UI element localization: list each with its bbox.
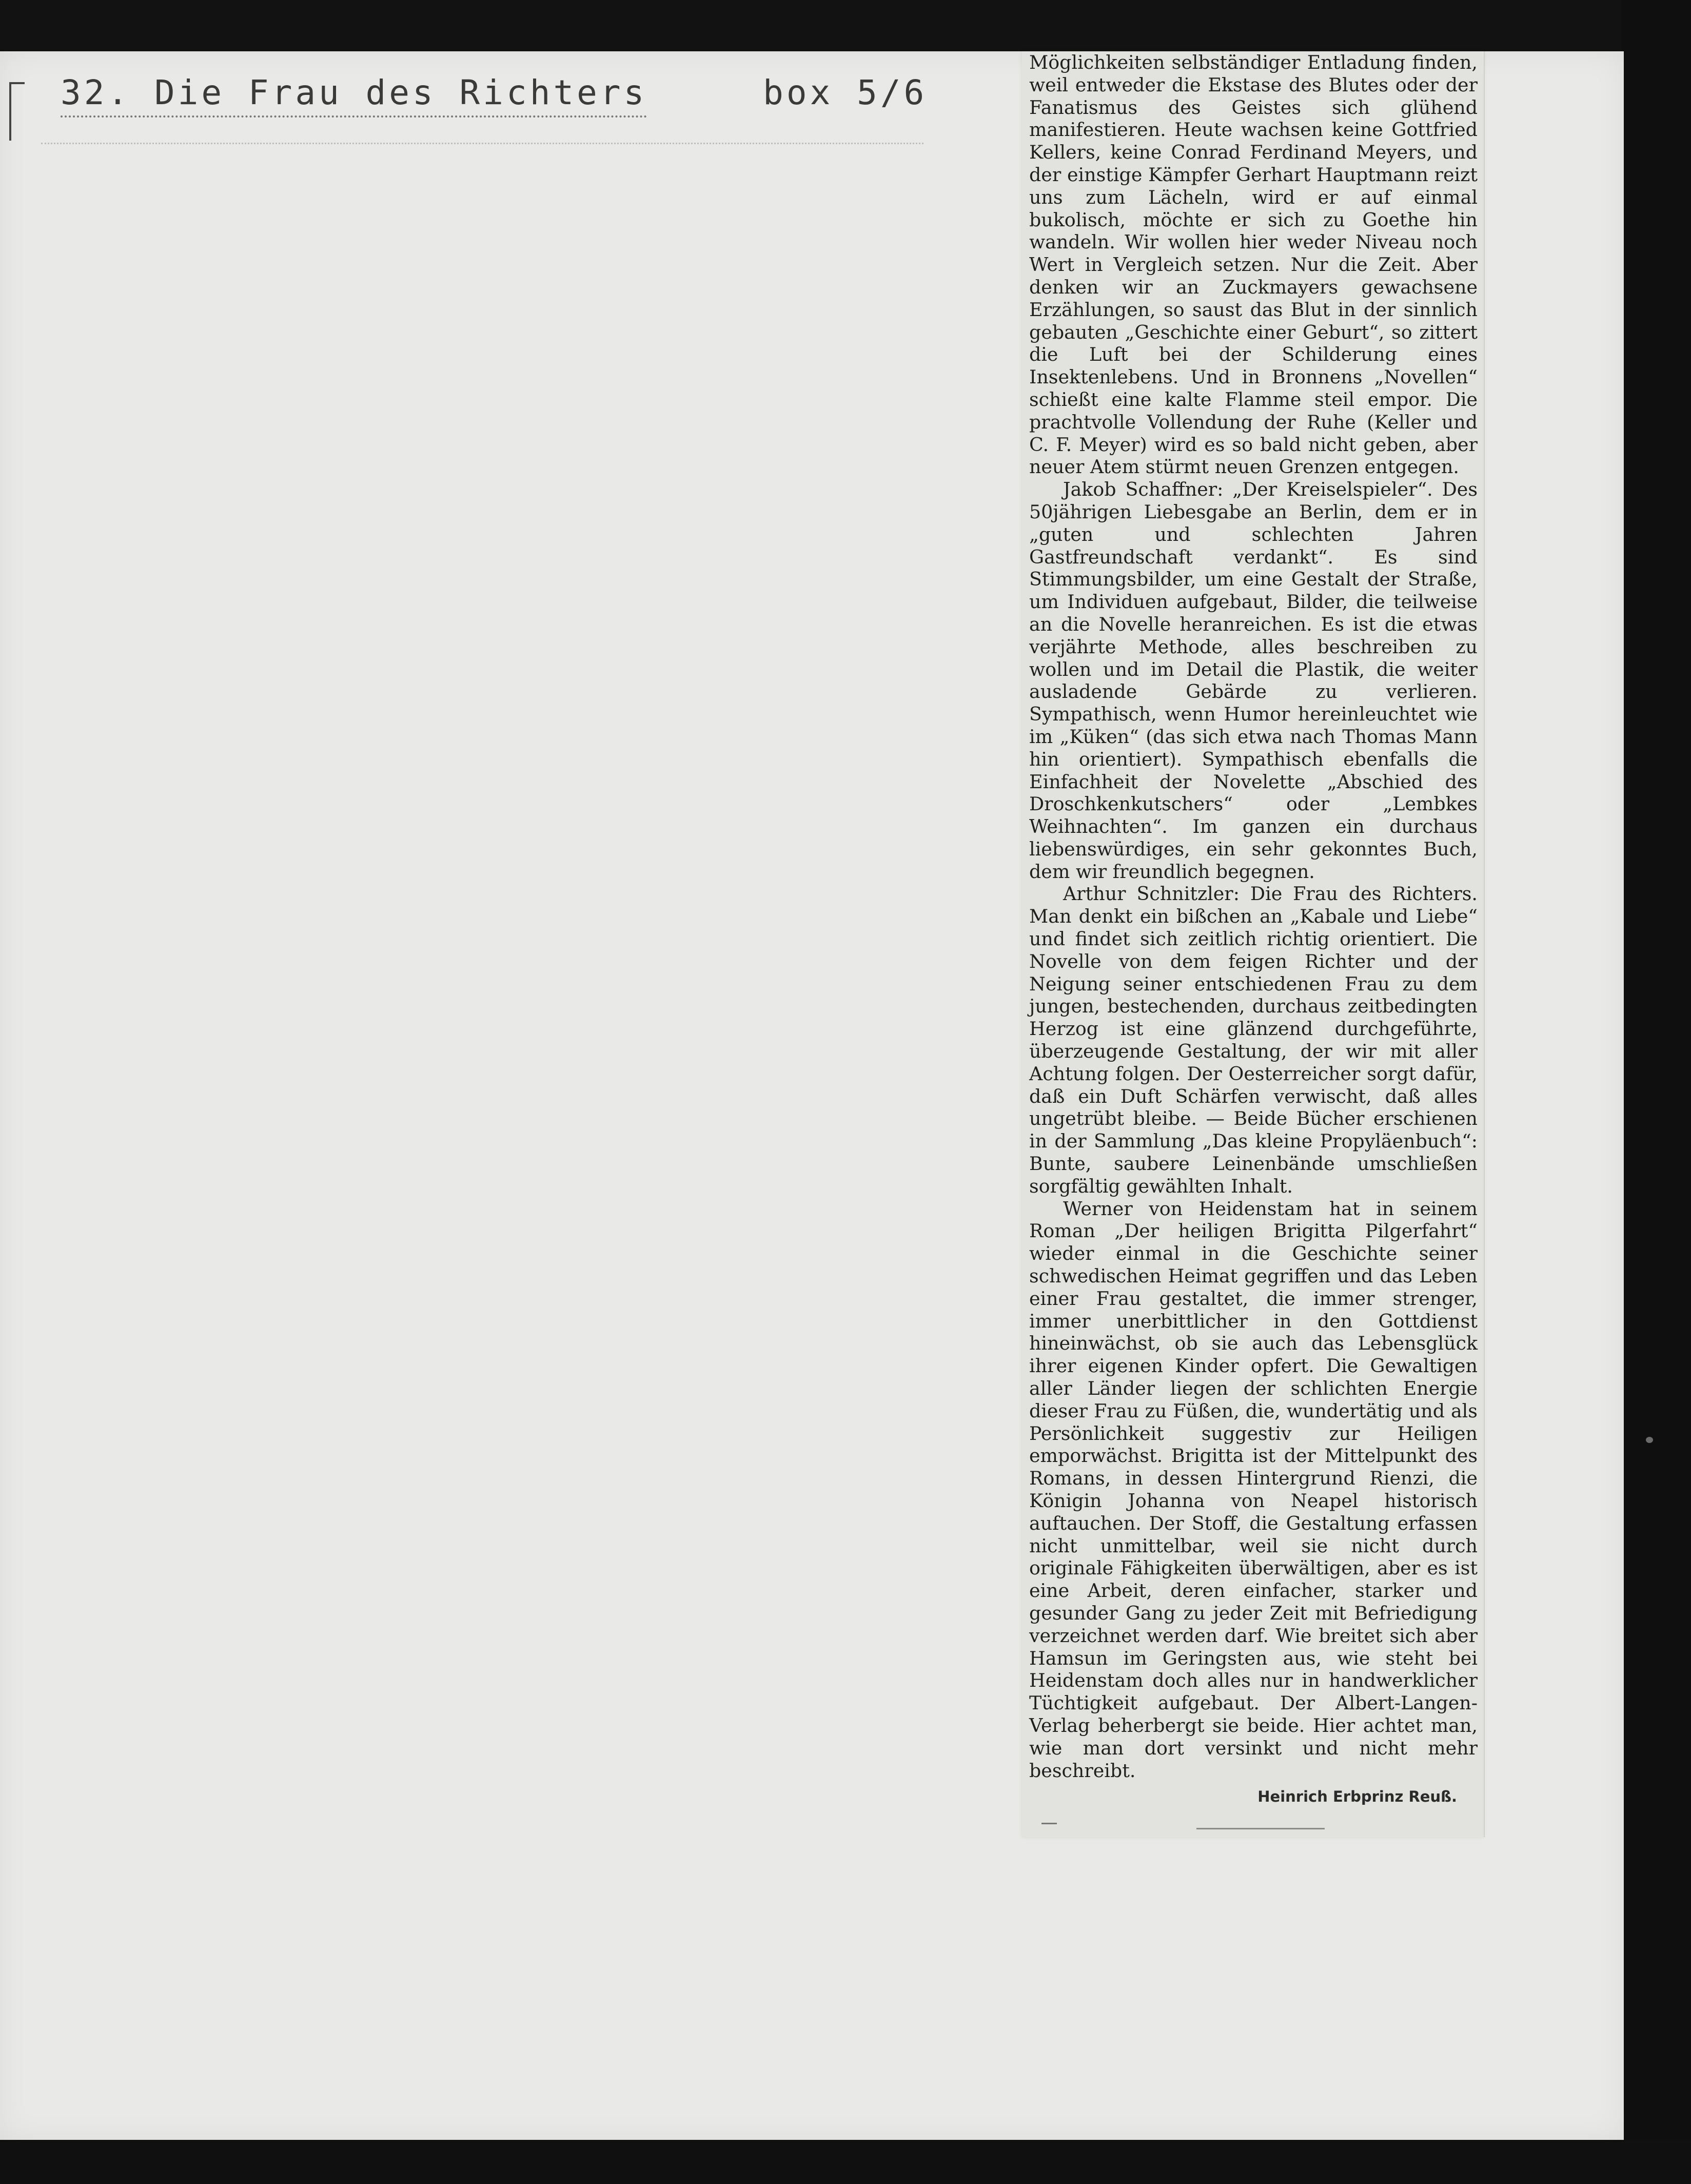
- scan-border-top: [0, 0, 1691, 56]
- signature-underline: [1196, 1828, 1325, 1829]
- scan-border-bottom: [0, 2140, 1691, 2184]
- folder-title: 32. Die Frau des Richters: [61, 73, 647, 118]
- author-signature: Heinrich Erbprinz Reuß.: [1257, 1788, 1457, 1806]
- scan-border-right: [1621, 0, 1691, 2184]
- paragraph-heidenstam: Werner von Heidenstam hat in seinem Roman „Der heiligen Brigitta Pilgerfahrt“ wieder einmal in die Geschichte seiner schwedischen Heimat gegriffen und das Leben einer Frau gestaltet, die immer strenger, immer unerbittlicher in den Gottdienst hineinwächst, ob sie auch das Lebensglück ihrer eigenen Kinder opfert. Die Gewaltigen aller Länder liegen der schlichten Energie dieser Frau zu Füßen, die, wundertätig und als Persönlichkeit suggestiv zur Heiligen emporwächst. Brigitta ist der Mittelpunkt des Romans, in dessen Hintergrund Rienzi, die Königin Johanna von Neapel historisch auftauchen. Der Stoff, die Gestaltung erfassen nicht unmittelbar, weil sie nicht durch originale Fähigkeiten überwältigen, aber es ist eine Arbeit, deren einfacher, starker und gesunder Gang zu jeder Zeit mit Befriedigung verzeichnet werden darf. Wie breitet sich aber Hamsun im Geringsten aus, wie steht bei Heidenstam doch alles nur in handwerklicher Tüchtigkeit aufgebaut. Der Albert-Langen-Verlag beherbergt sie beide. Hier achtet man, wie man dort versinkt und nicht mehr beschreibt.: [1029, 1197, 1478, 1782]
- paragraph-schaffner: Jakob Schaffner: „Der Kreiselspieler“. Des 50jährigen Liebesgabe an Berlin, dem er in „guten und schlechten Jahren Gastfreundschaft verdankt“. Es sind Stimmungsbilder, um eine Gestalt der Straße, um Individuen aufgebaut, Bilder, die teilweise an die Novelle heranreichen. Es ist die etwas verjährte Methode, alles beschreiben zu wollen und im Detail die Plastik, die weiter ausladende Gebärde zu verlieren. Sympathisch, wenn Humor hereinleuchtet wie im „Küken“ (das sich etwa nach Thomas Mann hin orientiert). Sympathisch ebenfalls die Einfachheit der Novelette „Abschied des Droschkenkutschers“ oder „Lembkes Weihnachten“. Im ganzen ein durchaus liebenswürdiges, ein sehr gekonntes Buch, dem wir freundlich begegnen.: [1029, 478, 1478, 883]
- archive-page: [0, 51, 1624, 2140]
- box-number: box 5/6: [763, 73, 928, 112]
- corner-bracket-mark: [9, 82, 25, 141]
- header-dotted-rule: [41, 143, 923, 144]
- dust-speck: [1646, 1437, 1653, 1443]
- clipping-edge-mark: [1041, 1823, 1057, 1824]
- paragraph-intro: Möglichkeiten selbständiger Entladung finden, weil entweder die Ekstase des Blutes oder der Fanatismus des Geistes sich glühend manifestieren. Heute wachsen keine Gottfried Kellers, keine Conrad Ferdinand Meyers, und der einstige Kämpfer Gerhart Hauptmann reizt uns zum Lächeln, wird er auf einmal bukolisch, möchte er sich zu Goethe hin wandeln. Wir wollen hier weder Niveau noch Wert in Vergleich setzen. Nur die Zeit. Aber denken wir an Zuckmayers gewachsene Erzählungen, so saust das Blut in der sinnlich gebauten „Geschichte einer Geburt“, so zittert die Luft bei der Schilderung eines Insektenlebens. Und in Bronnens „Novellen“ schießt eine kalte Flamme steil empor. Die prachtvolle Vollendung der Ruhe (Keller und C. F. Meyer) wird es so bald nicht geben, aber neuer Atem stürmt neuen Grenzen entgegen.: [1029, 51, 1478, 478]
- clipping-column: [1029, 51, 1484, 1808]
- newspaper-clipping: [1022, 51, 1484, 1837]
- archive-header: [61, 73, 933, 124]
- paragraph-schnitzler: Arthur Schnitzler: Die Frau des Richters. Man denkt ein bißchen an „Kabale und Liebe“ und findet sich zeitlich richtig orientiert. Die Novelle von dem feigen Richter und der Neigung seiner entschiedenen Frau zu dem jungen, bestechenden, durchaus zeitbedingten Herzog ist eine glänzend durchgeführte, überzeugende Gestaltung, der wir mit aller Achtung folgen. Der Oesterreicher sorgt dafür, daß ein Duft Schärfen verwischt, daß alles ungetrübt bleibe. — Beide Bücher erschienen in der Sammlung „Das kleine Propyläenbuch“: Bunte, saubere Leinenbände umschließen sorgfältig gewählten Inhalt.: [1029, 883, 1478, 1197]
